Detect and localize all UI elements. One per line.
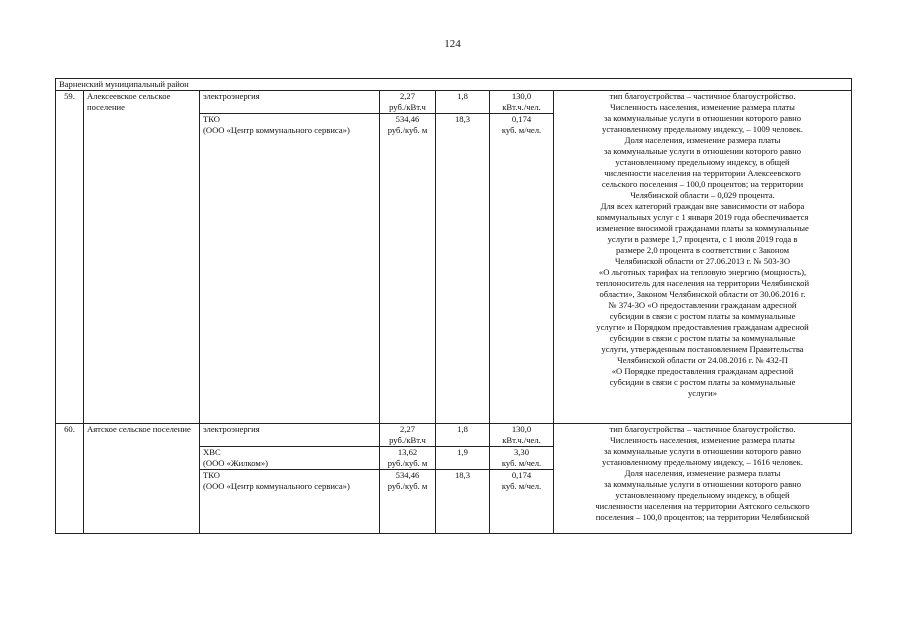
tariff-value: 13,62 [397, 447, 418, 457]
description-line: размере 2,0 процента в соответствии с Законом [616, 245, 790, 255]
description-line: сельского поселения – 100,0 процентов; на территории [601, 179, 804, 189]
description-line: Численность населения, изменение размера платы [610, 435, 795, 445]
description-line: услуги» и Порядком предоставления гражданам адресной [596, 322, 809, 332]
index-value: 1,8 [436, 91, 490, 114]
tariff-cell [380, 114, 436, 424]
description-line: «О Порядке предоставления гражданам адресной [611, 366, 794, 376]
settlement-name: Алексеевское сельское поселение [84, 91, 200, 424]
description-line: услуги, утвержденным постановлением Правительства [601, 344, 804, 354]
volume-unit: куб. м/чел. [501, 458, 542, 468]
description-line: Челябинской области от 24.08.2016 г. № 432-П [617, 355, 788, 365]
description-line: субсидии в связи с ростом платы за коммунальные [609, 311, 796, 321]
settlement-name: Аятское сельское поселение [84, 424, 200, 534]
description-line: теплоноситель для населения на территории Челябинской [595, 278, 810, 288]
volume-unit: куб. м/чел. [501, 125, 542, 135]
tariff-cell [380, 424, 436, 447]
volume-unit: кВт.ч./чел. [502, 102, 541, 112]
description-line: области», Законом Челябинской области от 30.06.2016 г. [599, 289, 806, 299]
tariff-cell [380, 447, 436, 470]
description-line: тип благоустройства – частичное благоустройство. [609, 424, 796, 434]
volume-cell [490, 470, 554, 534]
tariff-table [55, 78, 852, 534]
volume-unit: куб. м/чел. [501, 481, 542, 491]
row-number: 59. [56, 91, 84, 424]
page-number: 124 [444, 38, 461, 50]
description-line: за коммунальные услуги в отношении которого равно [603, 479, 802, 489]
volume-unit: кВт.ч./чел. [502, 435, 541, 445]
volume-value: 130,0 [511, 424, 532, 434]
service-cell [200, 424, 380, 447]
description-line: за коммунальные услуги в отношении которого равно [603, 446, 802, 456]
row-number: 60. [56, 424, 84, 534]
tariff-unit: руб./кВт.ч [389, 102, 426, 112]
description-line: субсидии в связи с ростом платы за коммунальные [609, 377, 796, 387]
description-line: численности населения на территории Алексеевского [604, 168, 801, 178]
tariff-unit: руб./куб. м [387, 481, 428, 491]
description-line: Челябинской области от 27.06.2013 г. № 503-ЗО [614, 256, 791, 266]
volume-cell [490, 114, 554, 424]
tariff-value: 2,27 [399, 91, 416, 101]
index-value: 1,9 [436, 447, 490, 470]
service-cell [200, 470, 380, 534]
service-cell [200, 114, 380, 424]
tariff-cell [380, 470, 436, 534]
description-line: услуги в размере 1,7 процента, с 1 июля 2019 года в [607, 234, 798, 244]
description-line: установленному предельному индексу, в общей [615, 490, 790, 500]
tariff-value: 2,27 [399, 424, 416, 434]
description-line: Численность населения, изменение размера платы [610, 102, 795, 112]
table-row [56, 424, 852, 447]
tariff-value: 534,46 [395, 470, 420, 480]
description-line: «О льготных тарифах на тепловую энергию (мощность), [598, 267, 807, 277]
service-provider: (ООО «Центр коммунального сервиса») [203, 125, 350, 135]
index-value: 18,3 [436, 114, 490, 424]
volume-cell [490, 447, 554, 470]
volume-value: 3,30 [513, 447, 530, 457]
service-cell [200, 91, 380, 114]
description-line: за коммунальные услуги в отношении которого равно [603, 146, 802, 156]
description-cell [554, 424, 852, 534]
service-name: электроэнергия [203, 91, 260, 101]
volume-value: 0,174 [511, 114, 532, 124]
description-line: коммунальных услуг с 1 января 2019 года обеспечивается [596, 212, 809, 222]
tariff-unit: руб./кВт.ч [389, 435, 426, 445]
description-line: Доля населения, изменение размера платы [624, 135, 781, 145]
service-provider: (ООО «Жилком») [203, 458, 268, 468]
table-row [56, 91, 852, 114]
service-name: ХВС [203, 447, 221, 457]
region-row [56, 79, 852, 91]
description-cell [554, 91, 852, 424]
description-line: субсидии в связи с ростом платы за коммунальные [609, 333, 796, 343]
tariff-unit: руб./куб. м [387, 458, 428, 468]
description-line: изменение вносимой гражданами платы за коммунальные [596, 223, 809, 233]
tariff-cell [380, 91, 436, 114]
description-line: численности населения на территории Аятского сельского [595, 501, 810, 511]
service-name: электроэнергия [203, 424, 260, 434]
tariff-value: 534,46 [395, 114, 420, 124]
description-line: услуги» [687, 388, 718, 398]
description-line: за коммунальные услуги в отношении которого равно [603, 113, 802, 123]
tariff-unit: руб./куб. м [387, 125, 428, 135]
service-cell [200, 447, 380, 470]
description-line: № 374-ЗО «О предоставлении гражданам адресной [608, 300, 797, 310]
volume-value: 0,174 [511, 470, 532, 480]
volume-cell [490, 91, 554, 114]
region-title: Варненский муниципальный район [56, 79, 852, 91]
description-line: установленному предельному индексу, в общей [615, 157, 790, 167]
description-line: поселения – 100,0 процентов; на территории Челябинской [595, 512, 810, 522]
description-line: Для всех категорий граждан вне зависимости от набора [600, 201, 805, 211]
description-line: Челябинской области – 0,029 процента. [630, 190, 775, 200]
description-line: Доля населения, изменение размера платы [624, 468, 781, 478]
index-value: 1,8 [436, 424, 490, 447]
index-value: 18,3 [436, 470, 490, 534]
description-line: тип благоустройства – частичное благоустройство. [609, 91, 796, 101]
description-line: установленному предельному индексу, – 1009 человек. [602, 124, 803, 134]
service-name: ТКО [203, 470, 220, 480]
service-provider: (ООО «Центр коммунального сервиса») [203, 481, 350, 491]
description-line: установленному предельному индексу, – 1616 человек. [602, 457, 803, 467]
volume-cell [490, 424, 554, 447]
volume-value: 130,0 [511, 91, 532, 101]
service-name: ТКО [203, 114, 220, 124]
